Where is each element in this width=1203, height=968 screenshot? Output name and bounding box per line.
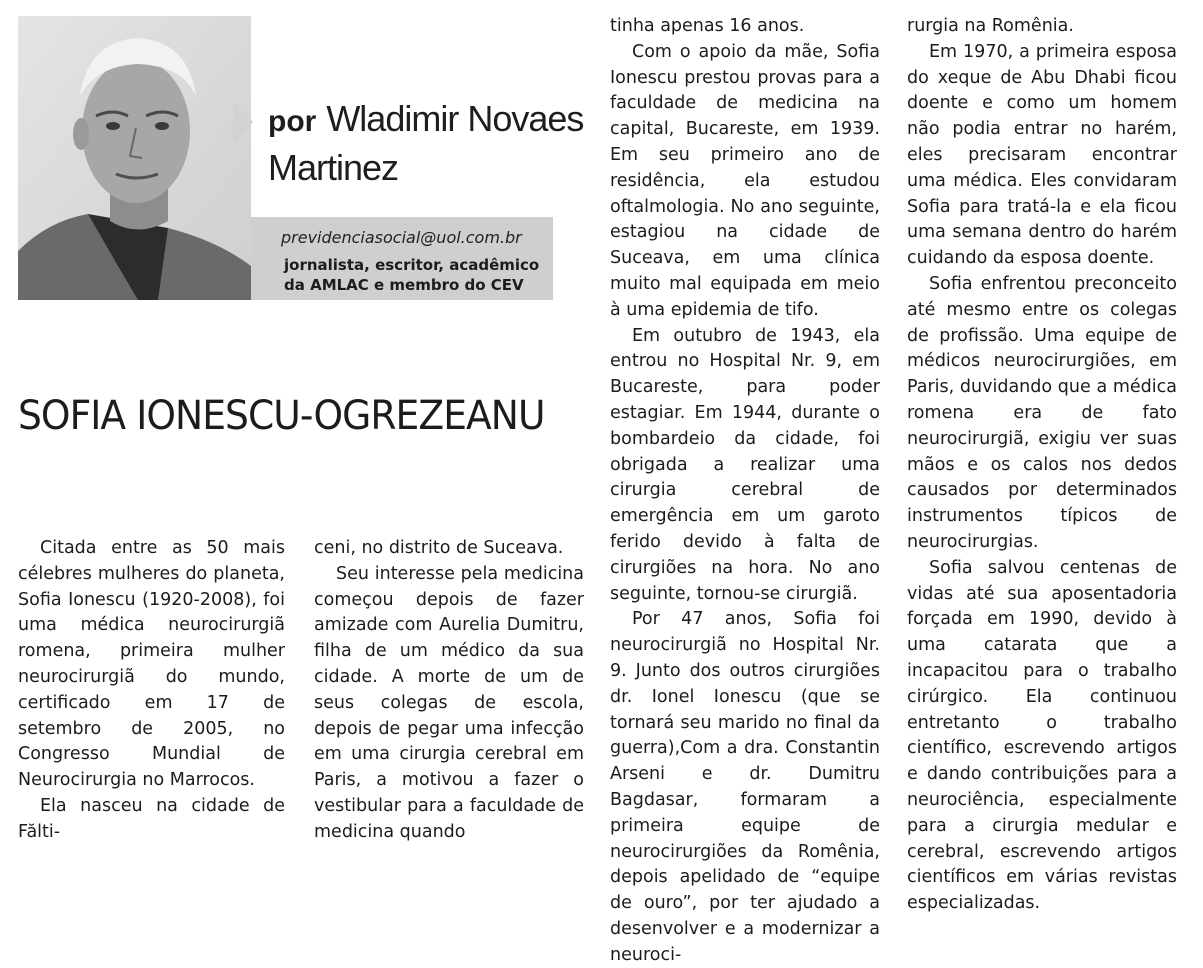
- paragraph: Seu interesse pela medicina começou depois de fazer amizade com Aurelia Dumitru, filha de um médico da sua cidade. A morte de um de seus colegas de escola, depois de pegar uma infecção em uma cirurgia cerebral em Paris, a motivou a fazer o vestibular para a faculdade de medicina quando: [314, 563, 584, 842]
- author-bio: jornalista, escritor, acadêmico da AMLAC e membro do CEV: [284, 256, 540, 294]
- paragraph: Sofia enfrentou preconceito até mesmo entre os colegas de profissão. Uma equipe de médicos neurocirurgiões, em Paris, duvidando que a médica romena era de fato neurocirurgiã, exigiu ver suas mãos e os calos nos dedos causados por determinados instrumentos típicos de neurocirurgias.: [907, 273, 1177, 552]
- article-headline: SOFIA IONESCU-OGREZEANU: [18, 393, 545, 439]
- paragraph: Com o apoio da mãe, Sofia Ionescu prestou provas para a faculdade de medicina na capital, Bucareste, em 1939. Em seu primeiro ano de residência, ela estudou oftalmologia. No ano seguinte, estagiou na cidade de Suceava, em uma clínica muito mal equipada em meio à uma epidemia de tifo.: [610, 41, 880, 320]
- byline: [268, 96, 588, 191]
- author-portrait-illustration: [18, 16, 251, 300]
- byline-prefix: por: [268, 105, 317, 138]
- paragraph: Em 1970, a primeira esposa do xeque de Abu Dhabi ficou doente e como um homem não podia entrar no harém, eles precisaram encontrar uma médica. Eles convidaram Sofia para tratá-la e ela ficou uma semana dentro do harém cuidando da esposa doente.: [907, 41, 1177, 269]
- author-email[interactable]: previdenciasocial@uol.com.br: [281, 228, 522, 247]
- author-name: Wladimir Novaes Martinez: [268, 98, 584, 188]
- paragraph: Citada entre as 50 mais célebres mulheres do planeta, Sofia Ionescu (1920-2008), foi uma médica neurocirurgiã romena, primeira mulher neurocirurgiã do mundo, certificado em 17 de setembro de 2005, no Congresso Mundial de Neurocirurgia no Marrocos.: [18, 538, 285, 791]
- author-photo: [18, 16, 251, 300]
- text-column-4: [907, 14, 1177, 917]
- contact-box: [251, 217, 553, 300]
- paragraph: ceni, no distrito de Suceava.: [314, 538, 564, 558]
- paragraph: tinha apenas 16 anos.: [610, 16, 805, 36]
- paragraph: Sofia salvou centenas de vidas até sua aposentadoria forçada em 1990, devido à uma catarata que a incapacitou para o trabalho cirúrgico. Ela continuou entretanto o trabalho científico, escrevendo artigos e dando contribuições para a neurociência, especialmente para a cirurgia medular e cerebral, escrevendo artigos científicos em várias revistas especializadas.: [907, 557, 1177, 914]
- text-column-2: [314, 536, 584, 846]
- photo-pointer: [233, 100, 253, 144]
- paragraph: Em outubro de 1943, ela entrou no Hospital Nr. 9, em Bucareste, para poder estagiar. Em 1944, durante o bombardeio da cidade, foi obrigada a realizar uma cirurgia cerebral de emergência em um garoto ferido devido à falta de cirurgiões na hora. No ano seguinte, tornou-se cirurgiã.: [610, 325, 880, 604]
- paragraph: Ela nasceu na cidade de Fălti-: [18, 795, 285, 842]
- paragraph: rurgia na Romênia.: [907, 16, 1074, 36]
- text-column-1: [18, 536, 285, 846]
- text-column-3: [610, 14, 880, 968]
- paragraph: Por 47 anos, Sofia foi neurocirurgiã no Hospital Nr. 9. Junto dos outros cirurgiões dr. Ionel Ionescu (que se tornará seu marido no final da guerra),Com a dra. Constantin Arseni e dr. Dumitru Bagdasar, formaram a primeira equipe de neurocirurgiões da Romênia, depois apelidado de “equipe de ouro”, por ter ajudado a desenvolver e a modernizar a neuroci-: [610, 609, 880, 965]
